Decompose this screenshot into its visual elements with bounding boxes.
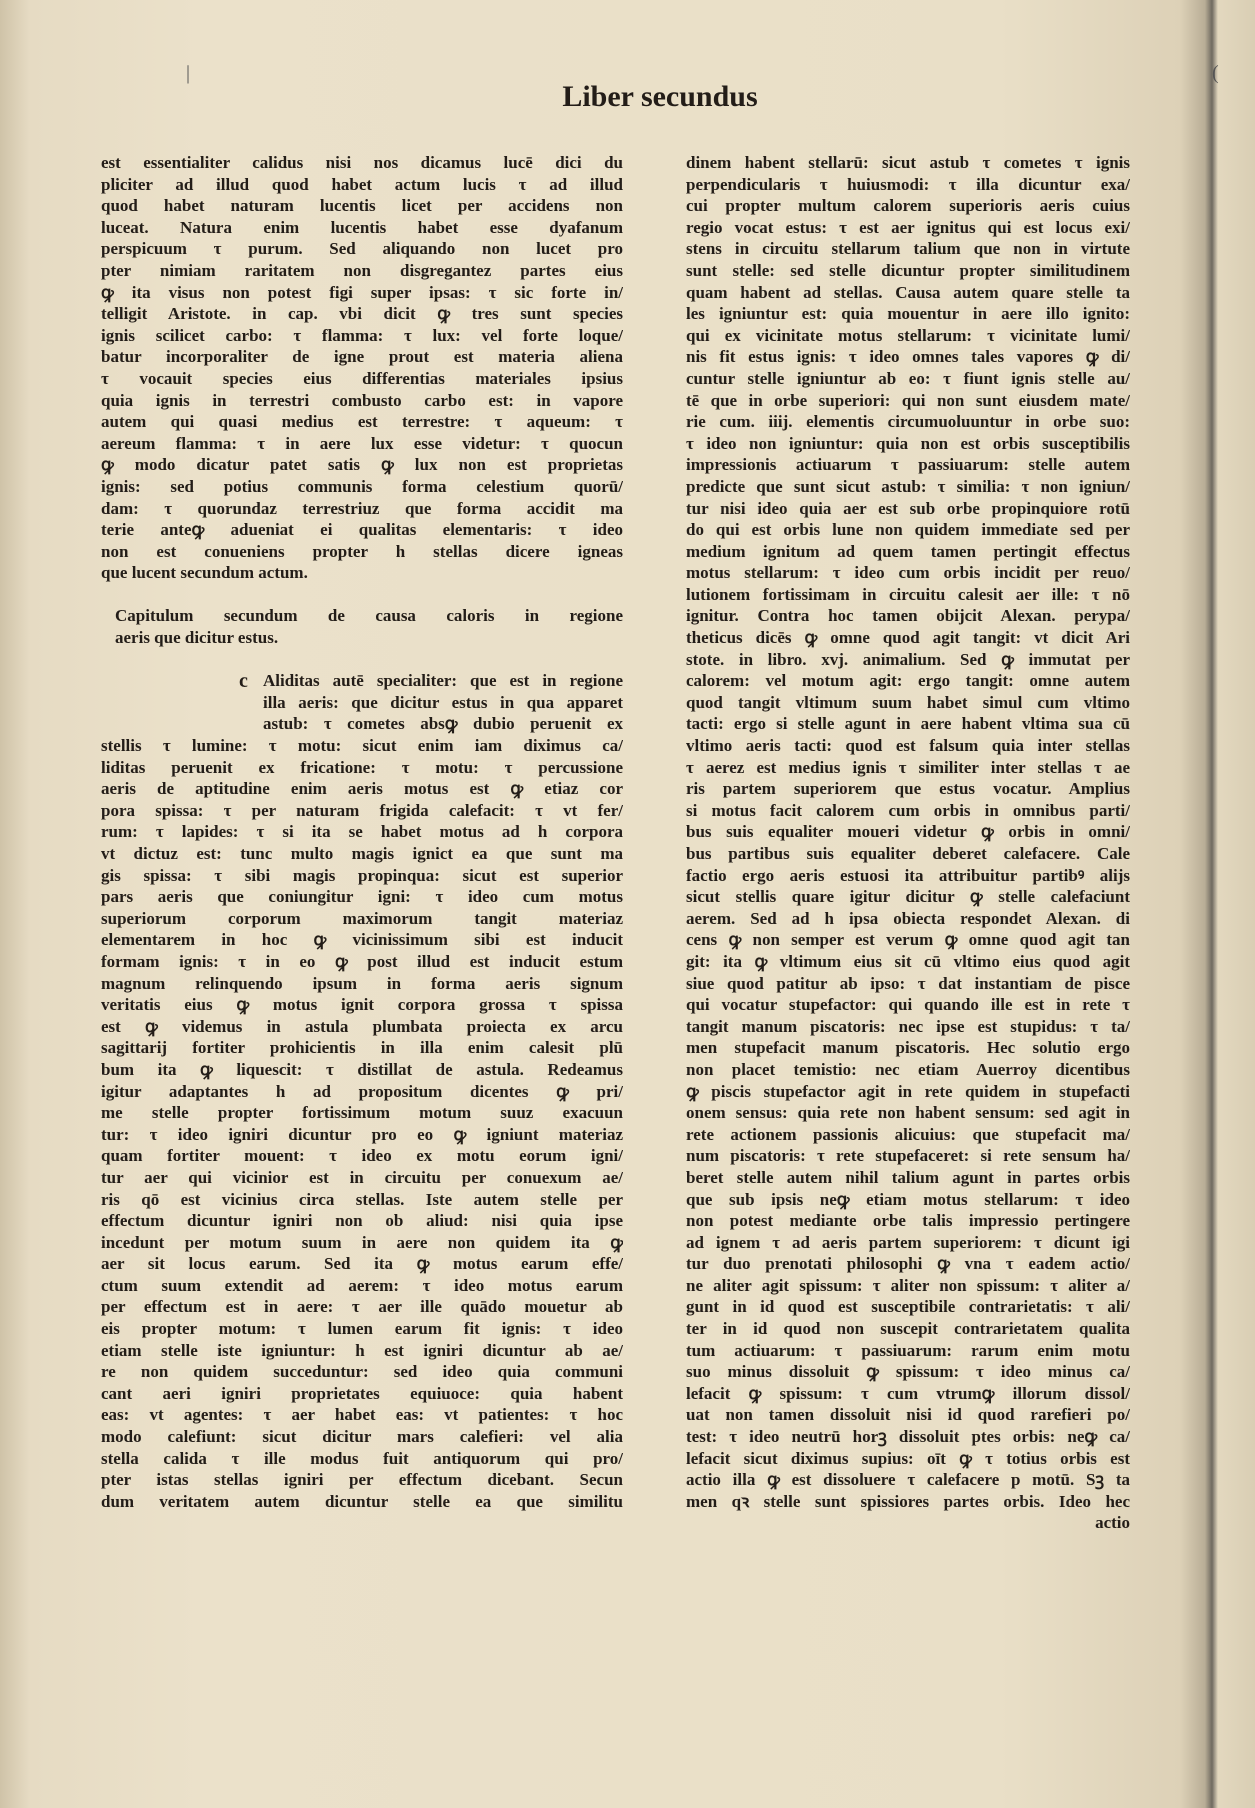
text-line: aeris de aptitudine enim aeris motus est ꝙ etiaz cor	[101, 779, 623, 799]
text-line: motus stellarum: τ ideo cum orbis incidit per reuo/	[686, 563, 1130, 583]
text-line: do qui est orbis lune non quidem immediate sed per	[686, 520, 1130, 540]
text-line: lefacit ꝙ spissum: τ cum vtrumꝙ illorum dissol/	[686, 1383, 1130, 1403]
running-title: Liber secundus	[562, 80, 758, 113]
text-line: lutionem fortissimam in circuitu calesit aer ille: τ nō	[686, 584, 1130, 604]
text-line: predicte que sunt sicut astub: τ similia: τ non igniun/	[686, 476, 1130, 496]
text-line: aereum flamma: τ in aere lux esse videtur: τ quocun	[101, 433, 623, 453]
text-line: modo calefiunt: sicut dicitur mars calefieri: vel alia	[101, 1427, 623, 1447]
text-line: rie cum. iiij. elementis circumuoluuntur in orbe suo:	[686, 412, 1130, 432]
text-line: quod tangit vltimum suum habet simul cum vltimo	[686, 692, 1130, 712]
text-line: perpendicularis τ huiusmodi: τ illa dicuntur exa/	[686, 174, 1130, 194]
text-line: cui propter multum calorem superioris aeris cuius	[686, 196, 1130, 216]
text-line: igitur adaptantes h ad propositum dicentes ꝙ pri/	[101, 1081, 623, 1101]
text-line: tur nisi ideo quia aer est sub orbe propinquiore rotū	[686, 498, 1130, 518]
text-line: dinem habent stellarū: sicut astub τ cometes τ ignis	[686, 153, 1130, 172]
right-column	[686, 152, 1130, 1534]
text-line: gis spissa: τ sibi magis propinqua: sicut est superior	[101, 865, 623, 885]
text-line: bus suis equaliter moueri videtur ꝙ orbis in omni/	[686, 822, 1130, 842]
text-line: non placet temistio: nec etiam Auerroy dicentibus	[686, 1059, 1130, 1079]
text-line: batur incorporaliter de igne prout est materia aliena	[101, 347, 623, 367]
text-line: luceat. Natura enim lucentis habet esse dyafanum	[101, 217, 623, 237]
text-line: onem sensus: quia rete non habent sensum: sed agit in	[686, 1103, 1130, 1123]
text-line: formam ignis: τ in eo ꝙ post illud est inducit estum	[101, 951, 623, 971]
text-line: bum ita ꝙ liquescit: τ distillat de astula. Redeamus	[101, 1059, 623, 1079]
text-line: ignis scilicet carbo: τ flamma: τ lux: vel forte loque/	[101, 325, 623, 345]
text-line: rete actionem passionis alicuius: que stupefacit ma/	[686, 1124, 1130, 1144]
text-line: est ꝙ videmus in astula plumbata proiecta ex arcu	[101, 1016, 623, 1036]
text-line: sunt stelle: sed stelle dicuntur propter similitudinem	[686, 260, 1130, 280]
text-line: aerem. Sed ad h ipsa obiecta respondet Alexan. di	[686, 908, 1130, 928]
text-line: uat non tamen dissoluit nisi id quod rarefieri po/	[686, 1405, 1130, 1425]
text-line: τ aerez est medius ignis τ similiter inter stellas τ ae	[686, 757, 1130, 777]
text-line: qui vocatur stupefactor: qui quando ille est in rete τ	[686, 995, 1130, 1015]
text-line: men stupefacit manum piscatoris. Hec solutio ergo	[686, 1038, 1130, 1058]
text-line: non potest mediante orbe talis impressio pertingere	[686, 1211, 1130, 1231]
text-line: quam fortiter mouent: τ ideo ex motu eorum igni/	[101, 1146, 623, 1166]
text-line: per effectum est in aere: τ aer ille quādo mouetur ab	[101, 1297, 623, 1317]
text-line: est essentialiter calidus nisi nos dicamus lucē dici du	[101, 153, 623, 172]
text-line: actio illa ꝙ est dissoluere τ calefacere p motū. Sꝫ ta	[686, 1470, 1130, 1490]
chapter-heading: Capitulum secundum de causa caloris in regione	[115, 606, 623, 626]
text-line: ter in id quod non suscepit contrarietatem qualita	[686, 1319, 1130, 1339]
margin-mark: (	[1212, 62, 1219, 84]
text-line: tacti: ergo si stelle agunt in aere habent vltima sua cū	[686, 714, 1130, 734]
text-line: medium ignitum ad quem tamen pertingit effectus	[686, 541, 1130, 561]
text-line: stote. in libro. xvj. animalium. Sed ꝙ immutat per	[686, 649, 1130, 669]
text-line: regio vocat estus: τ est aer ignitus qui est locus exi/	[686, 217, 1130, 237]
text-line: pliciter ad illud quod habet actum lucis τ ad illud	[101, 174, 623, 194]
text-line: pars aeris que coniungitur igni: τ ideo cum motus	[101, 887, 623, 907]
text-line: quod habet naturam lucentis licet per accidens non	[101, 196, 623, 216]
text-line: autem qui quasi medius est terrestre: τ aqueum: τ	[101, 412, 623, 432]
text-line: suo minus dissoluit ꝙ spissum: τ ideo minus ca/	[686, 1362, 1130, 1382]
text-line: ris qō est vicinius circa stellas. Iste autem stelle per	[101, 1189, 623, 1209]
text-line: les igniuntur est: quia mouentur in aere illo ignito:	[686, 304, 1130, 324]
text-line: bus partibus suis equaliter deberet calefacere. Cale	[686, 844, 1130, 863]
text-line: ad ignem τ ad aeris partem superiorem: τ dicunt igi	[686, 1232, 1130, 1252]
text-line: siue quod patitur ab ipso: τ dat instantiam de pisce	[686, 973, 1130, 993]
text-line: tangit manum piscatoris: nec ipse est stupidus: τ ta/	[686, 1016, 1130, 1036]
text-line: ignitur. Contra hoc tamen obijcit Alexan. perypa/	[686, 606, 1130, 626]
text-line: factio ergo aeris estuosi ita attribuitur partibꝰ alijs	[686, 865, 1130, 885]
text-line: ne aliter agit spissum: τ aliter non spissum: τ aliter a/	[686, 1275, 1130, 1295]
text-line: que lucent secundum actum.	[101, 563, 308, 583]
text-line: vltimo aeris tacti: quod est falsum quia inter stellas	[686, 736, 1130, 756]
text-line: rum: τ lapides: τ si ita se habet motus ad h corpora	[101, 822, 623, 842]
text-line: tur aer qui vicinior est in circuitu per conuexum ae/	[101, 1167, 623, 1187]
text-line: stella calida τ ille modus fuit antiquorum qui pro/	[101, 1448, 623, 1468]
text-line: quam habent ad stellas. Causa autem quare stelle ta	[686, 282, 1130, 302]
text-line: sicut stellis quare igitur dicitur ꝙ stelle calefaciunt	[686, 887, 1130, 907]
text-line: perspicuum τ purum. Sed aliquando non lucet pro	[101, 239, 623, 259]
text-line: superiorum corporum maximorum tangit materiaz	[101, 908, 623, 928]
text-line: terie anteꝙ adueniat ei qualitas elementaris: τ ideo	[101, 520, 623, 540]
text-line: gunt in id quod est susceptibile contrarietatis: τ ali/	[686, 1297, 1130, 1317]
text-line: test: τ ideo neutrū horꝫ dissoluit ptes orbis: neꝙ ca/	[686, 1427, 1130, 1447]
text-line: ꝙ piscis stupefactor agit in rete quidem in stupefacti	[686, 1081, 1130, 1101]
text-line: re non quidem succeduntur: sed ideo quia communi	[101, 1362, 623, 1382]
text-line: magnum relinquendo ipsum in forma aeris signum	[101, 973, 623, 993]
text-line: qui ex vicinitate motus stellarum: τ vicinitate lumi/	[686, 325, 1130, 345]
text-line: stellis τ lumine: τ motu: sicut enim iam diximus ca/	[101, 736, 623, 756]
chapter-heading: aeris que dicitur estus.	[115, 628, 279, 648]
text-line: beret stelle autem nihil talium agunt in partes orbis	[686, 1167, 1130, 1187]
text-line: Aliditas autē specialiter: que est in regione	[263, 671, 623, 691]
text-line: nis fit estus ignis: τ ideo omnes tales vapores ꝙ di/	[686, 347, 1130, 367]
text-line: aer sit locus earum. Sed ita ꝙ motus earum effe/	[101, 1254, 623, 1274]
text-line: sagittarij fortiter prohicientis in illa enim calesit plū	[101, 1038, 623, 1058]
text-line: tur duo prenotati philosophi ꝙ vna τ eadem actio/	[686, 1254, 1130, 1274]
text-line: elementarem in hoc ꝙ vicinissimum sibi est inducit	[101, 930, 623, 950]
text-line: dum veritatem autem dicuntur stelle ea que similitu	[101, 1491, 623, 1511]
text-line: calorem: vel motum agit: ergo tangit: omne autem	[686, 671, 1130, 691]
text-line: impressionis actiuarum τ passiuarum: stelle autem	[686, 455, 1130, 475]
text-line: ꝙ ita visus non potest figi super ipsas: τ sic forte in/	[101, 282, 623, 302]
text-line: telligit Aristote. in cap. vbi dicit ꝙ tres sunt species	[101, 304, 623, 324]
text-line: cant aeri igniri proprietates equiuoce: quia habent	[101, 1383, 623, 1403]
text-line: quia ignis in terrestri combusto carbo est: in vapore	[101, 390, 623, 410]
text-line: ris partem superiorem que estus vocatur. Amplius	[686, 779, 1130, 799]
text-line: theticus dicēs ꝙ omne quod agit tangit: vt dicit Ari	[686, 628, 1130, 648]
text-line: incedunt per motum suum in aere non quidem ita ꝙ	[101, 1232, 623, 1252]
text-line: pora spissa: τ per naturam frigida calefacit: τ vt fer/	[101, 800, 623, 820]
text-line: tum actiuarum: τ passiuarum: rarum enim motu	[686, 1340, 1130, 1360]
text-line: ꝙ modo dicatur patet satis ꝙ lux non est proprietas	[101, 455, 623, 475]
margin-mark: |	[186, 62, 191, 84]
text-line: num piscatoris: τ rete stupefaceret: si rete sensum ha/	[686, 1146, 1130, 1166]
text-line: me stelle propter fortissimum motum suuz exacuun	[101, 1103, 623, 1123]
text-line: effectum dicuntur igniri non ob aliud: nisi quia ipse	[101, 1211, 623, 1231]
text-line: vt dictuz est: tunc multo magis ignict ea que sunt ma	[101, 844, 623, 863]
text-line: non est conueniens propter h stellas dicere igneas	[101, 541, 623, 561]
text-line: stens in circuitu stellarum talium que non in virtute	[686, 239, 1130, 259]
text-line: liditas peruenit ex fricatione: τ motu: τ percussione	[101, 757, 623, 777]
text-line: veritatis eius ꝙ motus ignit corpora grossa τ spissa	[101, 995, 623, 1015]
text-line: illa aeris: que dicitur estus in qua apparet	[263, 692, 623, 712]
left-column	[101, 152, 623, 1512]
text-line: eis propter motum: τ lumen earum fit ignis: τ ideo	[101, 1319, 623, 1339]
text-line: cuntur stelle igniuntur ab eo: τ fiunt ignis stelle au/	[686, 368, 1130, 388]
initial-letter: c	[239, 670, 248, 693]
spacer	[101, 584, 623, 606]
text-line: cens ꝙ non semper est verum ꝙ omne quod agit tan	[686, 930, 1130, 950]
text-line: ctum suum extendit ad aerem: τ ideo motus earum	[101, 1275, 623, 1295]
text-line: que sub ipsis neꝙ etiam motus stellarum: τ ideo	[686, 1189, 1130, 1209]
text-line: pter istas stellas igniri per effectum dicebant. Secun	[101, 1470, 623, 1490]
text-line: τ ideo non igniuntur: quia non est orbis susceptibilis	[686, 433, 1130, 453]
text-line: ignis: sed potius communis forma celestium quorū/	[101, 476, 623, 496]
text-line: men qꝛ stelle sunt spissiores partes orbis. Ideo hec	[686, 1491, 1130, 1511]
text-line: dam: τ quorundaz terrestriuz que forma accidit ma	[101, 498, 623, 518]
text-line: si motus facit calorem cum orbis in omnibus parti/	[686, 800, 1130, 820]
text-line: etiam stelle iste igniuntur: h est igniri dicuntur ab ae/	[101, 1340, 623, 1360]
catchword: actio	[1095, 1513, 1130, 1533]
text-line: eas: vt agentes: τ aer habet eas: vt patientes: τ hoc	[101, 1405, 623, 1425]
text-line: τ vocauit species eius differentias materiales ipsius	[101, 368, 623, 388]
text-line: tē que in orbe superiori: qui non sunt eiusdem mate/	[686, 390, 1130, 410]
spacer	[101, 649, 623, 671]
text-line: tur: τ ideo igniri dicuntur pro eo ꝙ igniunt materiaz	[101, 1124, 623, 1144]
text-line: pter nimiam raritatem non disgregantez partes eius	[101, 260, 623, 280]
text-line: lefacit sicut diximus supius: oīt ꝙ τ totius orbis est	[686, 1448, 1130, 1468]
text-line: git: ita ꝙ vltimum eius sit cū vltimo eius quod agit	[686, 951, 1130, 971]
text-line: astub: τ cometes absꝙ dubio peruenit ex	[263, 714, 623, 734]
